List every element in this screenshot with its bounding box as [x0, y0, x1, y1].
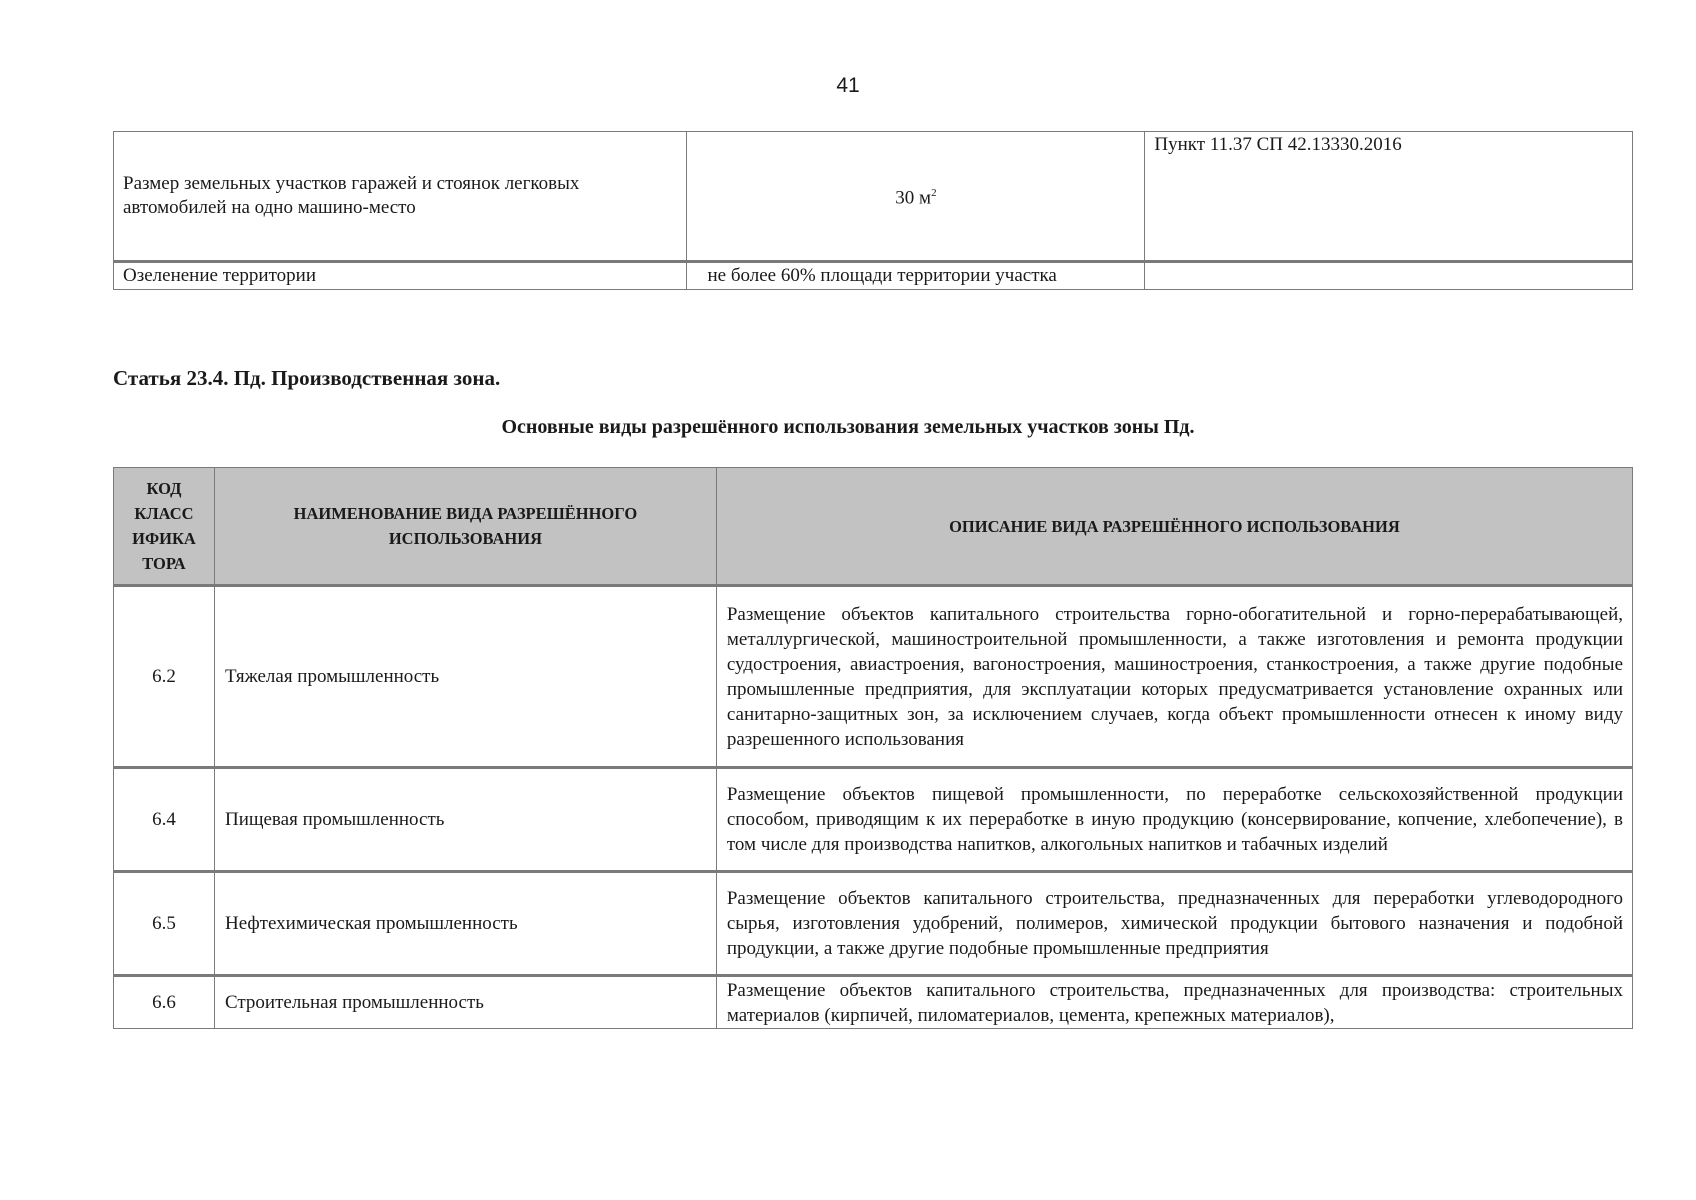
header-name: НАИМЕНОВАНИЕ ВИДА РАЗРЕШЁННОГО ИСПОЛЬЗОВАНИЯ: [214, 468, 716, 586]
parameter-reference: Пункт 11.37 СП 42.13330.2016: [1145, 132, 1633, 262]
header-code: КОД КЛАСС ИФИКА ТОРА: [114, 468, 215, 586]
row-name: Тяжелая промышленность: [214, 586, 716, 768]
parameters-table: [113, 131, 1633, 290]
land-use-table: [113, 467, 1633, 1029]
row-name: Строительная промышленность: [214, 976, 716, 1029]
parameter-value: 30 $м^2$: [687, 132, 1145, 262]
row-code: 6.6: [114, 976, 215, 1029]
table-row: [114, 262, 1633, 290]
parameter-label: Озеленение территории: [114, 262, 687, 290]
table-header-row: [114, 468, 1633, 586]
table-row: [114, 976, 1633, 1029]
row-description: [716, 976, 1632, 1029]
article-title: Статья 23.4. Пд. Производственная зона.: [113, 366, 501, 390]
row-name: Нефтехимическая промышленность: [214, 872, 716, 976]
table-row: [114, 586, 1633, 768]
row-description: Размещение объектов капитального строительства горно-обогатительной и горно-перерабатывающей, металлургической, машиностроительной промышленности, а также изготовления и ремонта продукции судостроения, авиастроения, вагоностроения, машиностроения, станкостроения, а также другие подобные промышленные предприятия, для эксплуатации которых предусматривается установление охранных или санитарно-защитных зон, за исключением случаев, когда объект промышленности отнесен к иному виду разрешенного использования: [716, 586, 1632, 768]
section-subtitle: Основные виды разрешённого использования земельных участков зоны Пд.: [501, 416, 1195, 438]
row-description: Размещение объектов пищевой промышленности, по переработке сельскохозяйственной продукции способом, приводящим к их переработке в иную продукцию (консервирование, копчение, хлебопечение), в том числе для производства напитков, алкогольных напитков и табачных изделий: [716, 768, 1632, 872]
row-code: 6.5: [114, 872, 215, 976]
header-description: ОПИСАНИЕ ВИДА РАЗРЕШЁННОГО ИСПОЛЬЗОВАНИЯ: [716, 468, 1632, 586]
page-number: 41: [836, 74, 860, 97]
row-name: Пищевая промышленность: [214, 768, 716, 872]
parameter-reference: [1145, 262, 1633, 290]
row-description: Размещение объектов капитального строительства, предназначенных для переработки углеводородного сырья, изготовления удобрений, полимеров, химической продукции бытового назначения и подобной продукции, а также другие подобные промышленные предприятия: [716, 872, 1632, 976]
parameter-value: не более 60% площади территории участка: [687, 262, 1145, 290]
row-code: 6.2: [114, 586, 215, 768]
row-description-text: Размещение объектов капитального строительства, предназначенных для производства: строительных материалов (кирпичей, пиломатериалов, цемента, крепежных материалов),: [726, 979, 1623, 1026]
table-row: [114, 872, 1633, 976]
table-row: [114, 132, 1633, 262]
table-row: [114, 768, 1633, 872]
parameter-label: Размер земельных участков гаражей и стоянок легковых автомобилей на одно машино-место: [114, 132, 687, 262]
row-code: 6.4: [114, 768, 215, 872]
